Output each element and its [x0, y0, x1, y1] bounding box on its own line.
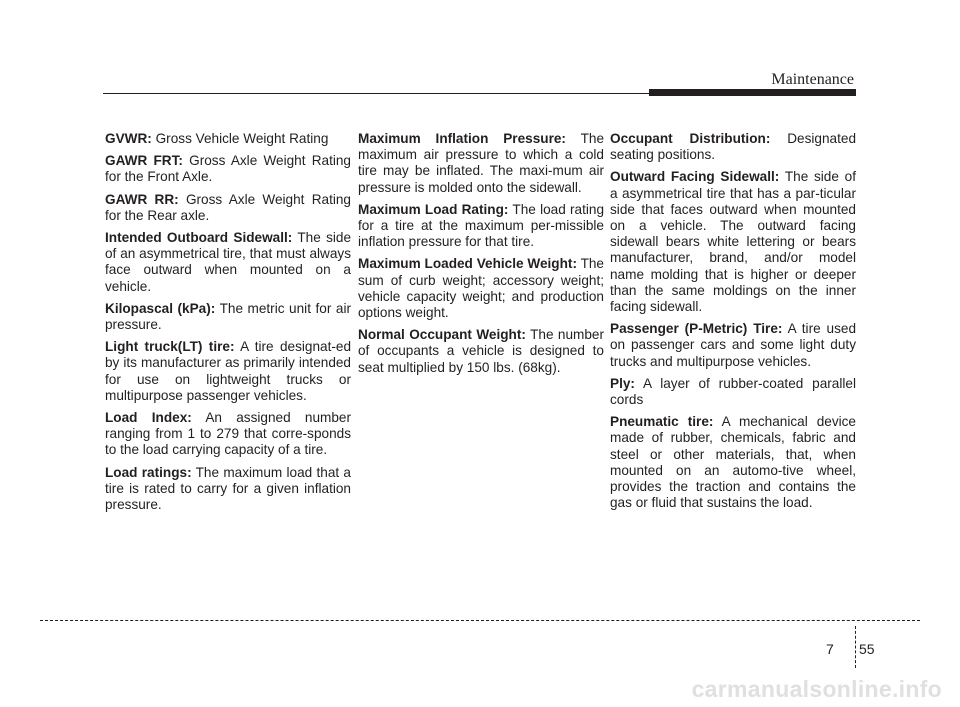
definition-text: A tire designat-ed by its manufacturer as primarily intended for use on lightweight trucks or multipurpose passenger vehicles.: [105, 339, 352, 403]
page-header-title: Maintenance: [771, 71, 854, 88]
definition-entry: [358, 202, 604, 251]
definition-text: Gross Vehicle Weight Rating: [155, 131, 329, 146]
definition-entry: [610, 414, 856, 511]
column-2: [358, 131, 604, 382]
definition-term: Passenger (P-Metric) Tire:: [610, 321, 783, 337]
definition-term: Maximum Load Rating:: [358, 201, 509, 217]
definition-entry: [358, 131, 604, 196]
column-1: [105, 131, 351, 519]
header-bar: [649, 89, 856, 96]
definition-term: Pneumatic tire:: [610, 414, 714, 430]
definition-text: The side of an asymmetrical tire, that must always face outward when mounted on a vehicle.: [105, 230, 352, 294]
definition-entry: [105, 301, 351, 333]
watermark: carmanualsonline.info: [691, 676, 942, 702]
footer-rule: [40, 620, 920, 621]
definition-text: An assigned number ranging from 1 to 279 that corre-sponds to the load carrying capacity of a tire.: [105, 410, 351, 458]
definition-term: Maximum Loaded Vehicle Weight:: [358, 256, 577, 272]
definition-entry: [105, 410, 351, 459]
definition-text: The maximum air pressure to which a cold tire may be inflated. The maxi-mum air pressure is molded onto the sidewall.: [358, 131, 605, 195]
definition-term: Load ratings:: [105, 464, 192, 480]
footer-divider: [855, 626, 856, 668]
chapter-number: 7: [826, 641, 834, 657]
definition-term: Outward Facing Sidewall:: [610, 169, 780, 185]
definition-term: Maximum Inflation Pressure:: [358, 131, 566, 146]
definition-text: The maximum load that a tire is rated to carry for a given inflation pressure.: [105, 464, 351, 513]
definition-text: The number of occupants a vehicle is designed to seat multiplied by 150 lbs. (68kg).: [358, 327, 604, 375]
definition-text: The metric unit for air pressure.: [105, 300, 351, 333]
column-3: [610, 131, 856, 517]
definition-term: GAWR RR:: [105, 191, 179, 207]
definition-entry: [105, 192, 351, 224]
definition-entry: [610, 169, 856, 315]
definition-term: GAWR FRT:: [105, 153, 183, 169]
definition-text: Designated seating positions.: [610, 131, 857, 163]
definition-term: Load Index:: [105, 410, 192, 426]
definition-text: A layer of rubber-coated parallel cords: [610, 375, 856, 408]
definition-text: Gross Axle Weight Rating for the Front Axle.: [105, 153, 351, 185]
definition-term: Kilopascal (kPa):: [105, 300, 216, 316]
definition-term: Light truck(LT) tire:: [105, 339, 235, 355]
definition-entry: [105, 131, 351, 147]
definition-text: A tire used on passenger cars and some light duty trucks and multipurpose vehicles.: [610, 321, 857, 369]
definition-term: Normal Occupant Weight:: [358, 327, 526, 343]
definition-text: The load rating for a tire at the maximum per-missible inflation pressure for that tire.: [358, 201, 604, 250]
definition-entry: [105, 230, 351, 295]
definition-entry: [358, 327, 604, 376]
definition-entry: [105, 339, 351, 404]
definition-text: The sum of curb weight; accessory weight; vehicle capacity weight; and production options weight.: [358, 256, 604, 321]
definition-text: Gross Axle Weight Rating for the Rear axle.: [105, 191, 351, 223]
header-rule: [103, 93, 649, 94]
definition-term: Occupant Distribution:: [610, 131, 771, 146]
definition-entry: [610, 131, 856, 163]
definition-entry: [610, 321, 856, 370]
definition-term: Ply:: [610, 375, 635, 391]
definition-entry: [105, 465, 351, 514]
definition-term: Intended Outboard Sidewall:: [105, 230, 293, 246]
definition-text: The side of a asymmetrical tire that has a par-ticular side that faces outward when mounted on a vehicle. The outward facing sidewall bears white lettering or bears manufacturer, brand, and/or model name molding that is higher or deeper than the same moldings on the inner facing sidewall.: [610, 169, 856, 315]
definition-entry: [610, 376, 856, 408]
page-number: 55: [859, 641, 875, 657]
definition-text: A mechanical device made of rubber, chemicals, fabric and steel or other materials, that, when mounted on an automo-tive wheel, provides the traction and contains the gas or fluid that sustains the load.: [610, 414, 856, 511]
definition-entry: [105, 153, 351, 185]
definition-term: GVWR:: [105, 131, 152, 146]
definition-entry: [358, 256, 604, 321]
